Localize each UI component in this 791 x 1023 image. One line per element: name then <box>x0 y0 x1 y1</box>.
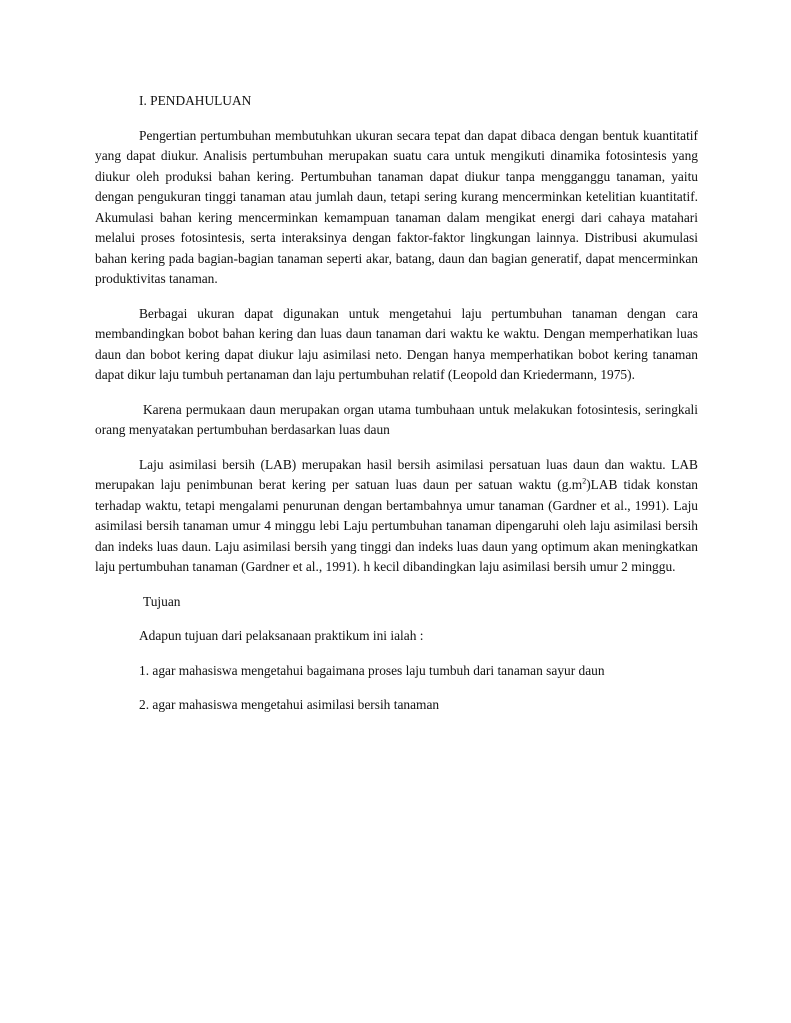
goal-item-1: 1. agar mahasiswa mengetahui bagaimana proses laju tumbuh dari tanaman sayur daun <box>139 662 605 678</box>
lab-text-part1: Laju asimilasi bersih (LAB) merupakan hasil bersih asimilasi persatuan luas daun dan waktu. LAB merupakan laju penimbunan berat kering per satuan luas daun per satuan waktu (g.m <box>95 456 698 492</box>
tujuan-intro: Adapun tujuan dari pelaksanaan praktikum ini ialah : <box>139 628 424 643</box>
section-heading: I. PENDAHULUAN <box>139 93 252 108</box>
paragraph-growth-measures: Berbagai ukuran dapat digunakan untuk mengetahui laju pertumbuhan tanaman dengan cara membandingkan bobot bahan kering dan luas daun tanaman dari waktu ke waktu. Dengan memperhatikan luas daun dan bobot kering dapat diukur laju asimilasi neto. Dengan hanya memperhatikan bobot kering tanaman dapat dikur laju tumbuh pertanaman dan laju pertumbuhan relatif (Leopold dan Kriedermann, 1975). <box>95 305 698 382</box>
goal-item-2: 2. agar mahasiswa mengetahui asimilasi bersih tanaman <box>139 697 440 712</box>
document-body <box>95 91 698 730</box>
paragraph-leaf-surface: Karena permukaan daun merupakan organ utama tumbuhaan untuk melakukan fotosintesis, seringkali orang menyatakan pertumbuhan berdasarkan luas daun <box>95 401 698 437</box>
tujuan-heading: Tujuan <box>143 593 181 609</box>
paragraph-lab <box>95 455 698 578</box>
lab-superscript: 2 <box>582 476 587 486</box>
paragraph-growth-definition: Pengertian pertumbuhan membutuhkan ukuran secara tepat dan dapat dibaca dengan bentuk kuantitatif yang dapat diukur. Analisis pertumbuhan merupakan suatu cara untuk mengikuti dinamika fotosintesis yang diukur oleh produksi bahan kering. Pertumbuhan tanaman dapat diukur tanpa mengganggu tanaman, yaitu dengan pengukuran tinggi tanaman atau jumlah daun, tetapi sering kurang mencerminkan ketelitian kuantitatif. Akumulasi bahan kering mencerminkan kemampuan tanaman dalam mengikat energi dari cahaya matahari melalui proses fotosintesis, serta interaksinya dengan faktor-faktor lingkungan lainnya. Distribusi akumulasi bahan kering pada bagian-bagian tanaman seperti akar, batang, daun dan bagian generatif, dapat mencerminkan produktivitas tanaman. <box>95 127 698 286</box>
lab-text-part2: )LAB tidak konstan terhadap waktu, tetapi mengalami penurunan dengan bertambahnya umur tanaman (Gardner et al., 1991). Laju asimilasi bersih tanaman umur 4 minggu lebi Laju pertumbuhan tanaman dipengaruhi oleh laju asimilasi bersih dan indeks luas daun. Laju asimilasi bersih yang tinggi dan indeks luas daun yang optimum akan meningkatkan laju pertumbuhan tanaman (Gardner et al., 1991). h kecil dibandingkan laju asimilasi bersih umur 2 minggu. <box>95 477 698 574</box>
